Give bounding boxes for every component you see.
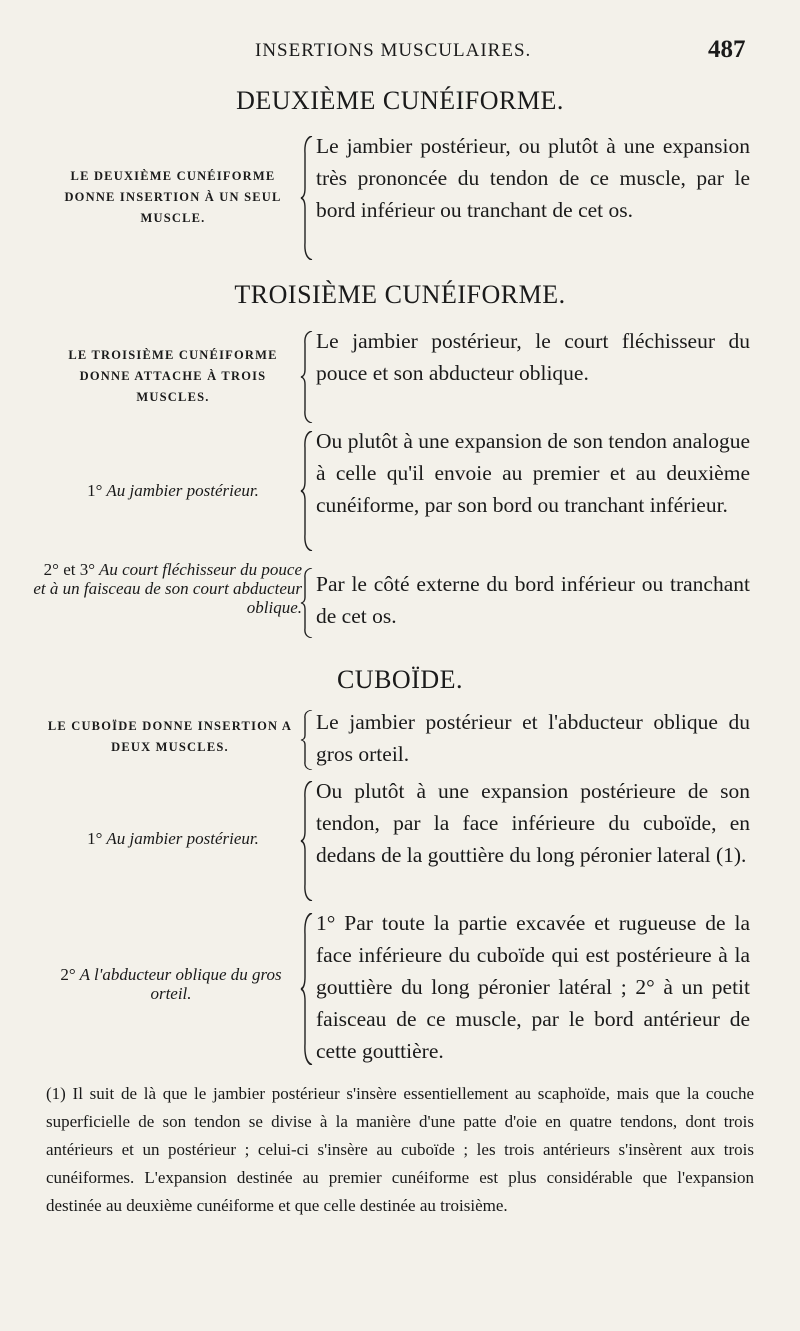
brace-icon	[300, 568, 314, 638]
footnote: (1) Il suit de là que le jambier postérieur s'insère essentiellement au scaphoïde, mais que la couche superficielle de son tendon se divise à la manière d'une patte d'oie en quatre tendons, dont trois antérieurs et un postérieur ; celui-ci s'insère au cuboïde ; les trois antérieurs s'insèrent aux trois cunéiformes. L'expansion destinée au premier cunéiforme est plus considérable que l'expansion destinée au deuxième cunéiforme et que celle destinée au troisième.	[46, 1084, 754, 1215]
entry-text: Le jambier postérieur et l'abducteur oblique du gros orteil.	[316, 710, 750, 766]
running-title: INSERTIONS MUSCULAIRES.	[255, 40, 532, 61]
brace-icon	[300, 913, 314, 1065]
side-label	[44, 829, 302, 848]
entry-text: Ou plutôt à une expansion postérieure de son tendon, par la face inférieure du cuboïde, en dedans de la gouttière du long péronier lateral (1).	[316, 779, 750, 867]
brace-icon	[300, 781, 314, 901]
brace-icon	[300, 710, 314, 770]
label-text: Au court fléchisseur du pouce et à un faisceau de son court abducteur oblique.	[33, 560, 302, 617]
entry-text: 1° Par toute la partie excavée et rugueuse de la face inférieure du cuboïde qui est postérieure à la gouttière du long péronier latéral ; 2° à un petit faisceau de ce muscle, par le bord antérieur de cette gouttière.	[316, 911, 750, 1063]
section-heading-cuboide: CUBOÏDE.	[336, 665, 464, 694]
side-label: LE CUBOÏDE DONNE INSERTION A DEUX MUSCLES.	[47, 719, 293, 754]
label-number: 1°	[87, 481, 103, 500]
entry-text: Par le côté externe du bord inférieur ou tranchant de cet os.	[316, 572, 750, 628]
label-text: Au jambier postérieur.	[106, 481, 259, 500]
entry-text: Le jambier postérieur, le court fléchisseur du pouce et son abducteur oblique.	[316, 329, 750, 385]
entry-text: Le jambier postérieur, ou plutôt à une expansion très prononcée du tendon de ce muscle, par le bord inférieur ou tranchant de cet os.	[316, 134, 750, 222]
side-label	[30, 560, 302, 617]
label-text: Au jambier postérieur.	[106, 829, 259, 848]
entry-text: Ou plutôt à une expansion de son tendon analogue à celle qu'il envoie au premier et au deuxième cunéiforme, par son bord ou tranchant inférieur.	[316, 429, 750, 517]
page-number: 487	[708, 36, 746, 63]
brace-icon	[300, 136, 314, 260]
side-label: LE DEUXIÈME CUNÉIFORME DONNE INSERTION À UN SEUL MUSCLE.	[64, 169, 282, 225]
running-head	[0, 36, 800, 76]
label-number: 2° et 3°	[43, 560, 96, 579]
brace-icon	[300, 431, 314, 551]
label-number: 2°	[60, 965, 76, 984]
section-heading-troisieme-cuneiforme: TROISIÈME CUNÉIFORME.	[234, 280, 566, 309]
side-label: LE TROISIÈME CUNÉIFORME DONNE ATTACHE À TROIS MUSCLES.	[68, 348, 278, 404]
brace-icon	[300, 331, 314, 423]
label-number: 1°	[87, 829, 103, 848]
side-label	[44, 481, 302, 500]
side-label	[40, 965, 302, 1003]
section-heading-deuxieme-cuneiforme: DEUXIÈME CUNÉIFORME.	[236, 86, 564, 115]
label-text: A l'abducteur oblique du gros orteil.	[79, 965, 282, 1003]
